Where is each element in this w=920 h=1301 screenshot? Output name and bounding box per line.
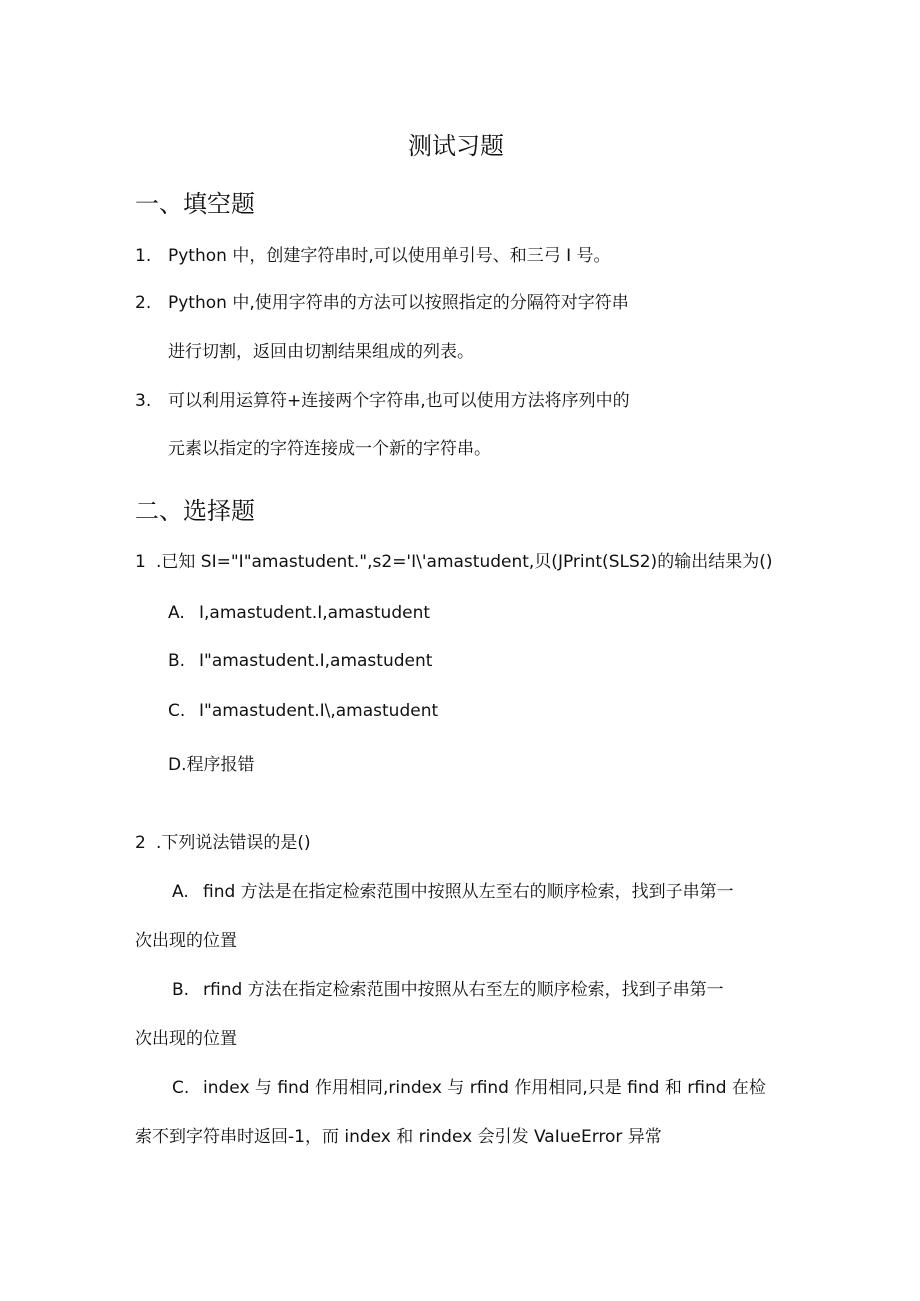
- section-heading-multiple-choice: 二、选择题: [135, 497, 255, 525]
- option-text-continued: 次出现的位置: [135, 1029, 237, 1049]
- option-text: I,amastudent.I,amastudent: [199, 603, 431, 623]
- option-text: rfind 方法在指定检索范围中按照从右至左的顺序检索，找到子串第一: [203, 980, 724, 1000]
- question-text-continued: 元素以指定的字符连接成一个新的字符串。: [168, 439, 491, 459]
- option-text-continued: 次出现的位置: [135, 931, 237, 951]
- question-stem: .已知 SI="I"amastudent.",s2='I\'amastudent,贝(JPrint(SLS2)的输出结果为(): [156, 552, 773, 572]
- page-title: 测试习题: [408, 132, 504, 160]
- option-label: C.: [168, 701, 186, 721]
- question-number: 3.: [135, 391, 152, 411]
- question-text-continued: 进行切割，返回由切割结果组成的列表。: [168, 342, 474, 362]
- option-text-continued: 索不到字符串时返回-1，而 index 和 rindex 会引发 VaIueError 异常: [135, 1127, 662, 1147]
- option-text: I"amastudent.I,amastudent: [199, 651, 433, 671]
- question-number: 1.: [135, 246, 152, 266]
- question-text: Python 中，创建字符串时,可以使用单引号、和三弓 I 号。: [168, 246, 611, 266]
- question-number: 2.: [135, 293, 152, 313]
- question-text: 可以利用运算符+连接两个字符串,也可以使用方法将序列中的: [168, 391, 630, 411]
- option-label: C.: [172, 1078, 190, 1098]
- option-text: index 与 find 作用相同,rindex 与 rfind 作用相同,只是 find 和 rfind 在检: [203, 1078, 766, 1098]
- option-text: find 方法是在指定检索范围中按照从左至右的顺序检索，找到子串第一: [203, 882, 734, 902]
- option-label: B.: [168, 651, 186, 671]
- option-text: D.程序报错: [168, 755, 255, 775]
- section-heading-fill-blank: 一、填空题: [135, 190, 255, 218]
- option-text: I"amastudent.I\,amastudent: [199, 701, 439, 721]
- option-label: A.: [172, 882, 189, 902]
- question-text: Python 中,使用字符串的方法可以按照指定的分隔符对字符串: [168, 293, 629, 313]
- option-label: A.: [168, 603, 185, 623]
- question-number: 1: [135, 552, 146, 572]
- option-label: B.: [172, 980, 190, 1000]
- question-number: 2: [135, 833, 146, 853]
- question-stem: .下列说法错误的是(): [156, 833, 311, 853]
